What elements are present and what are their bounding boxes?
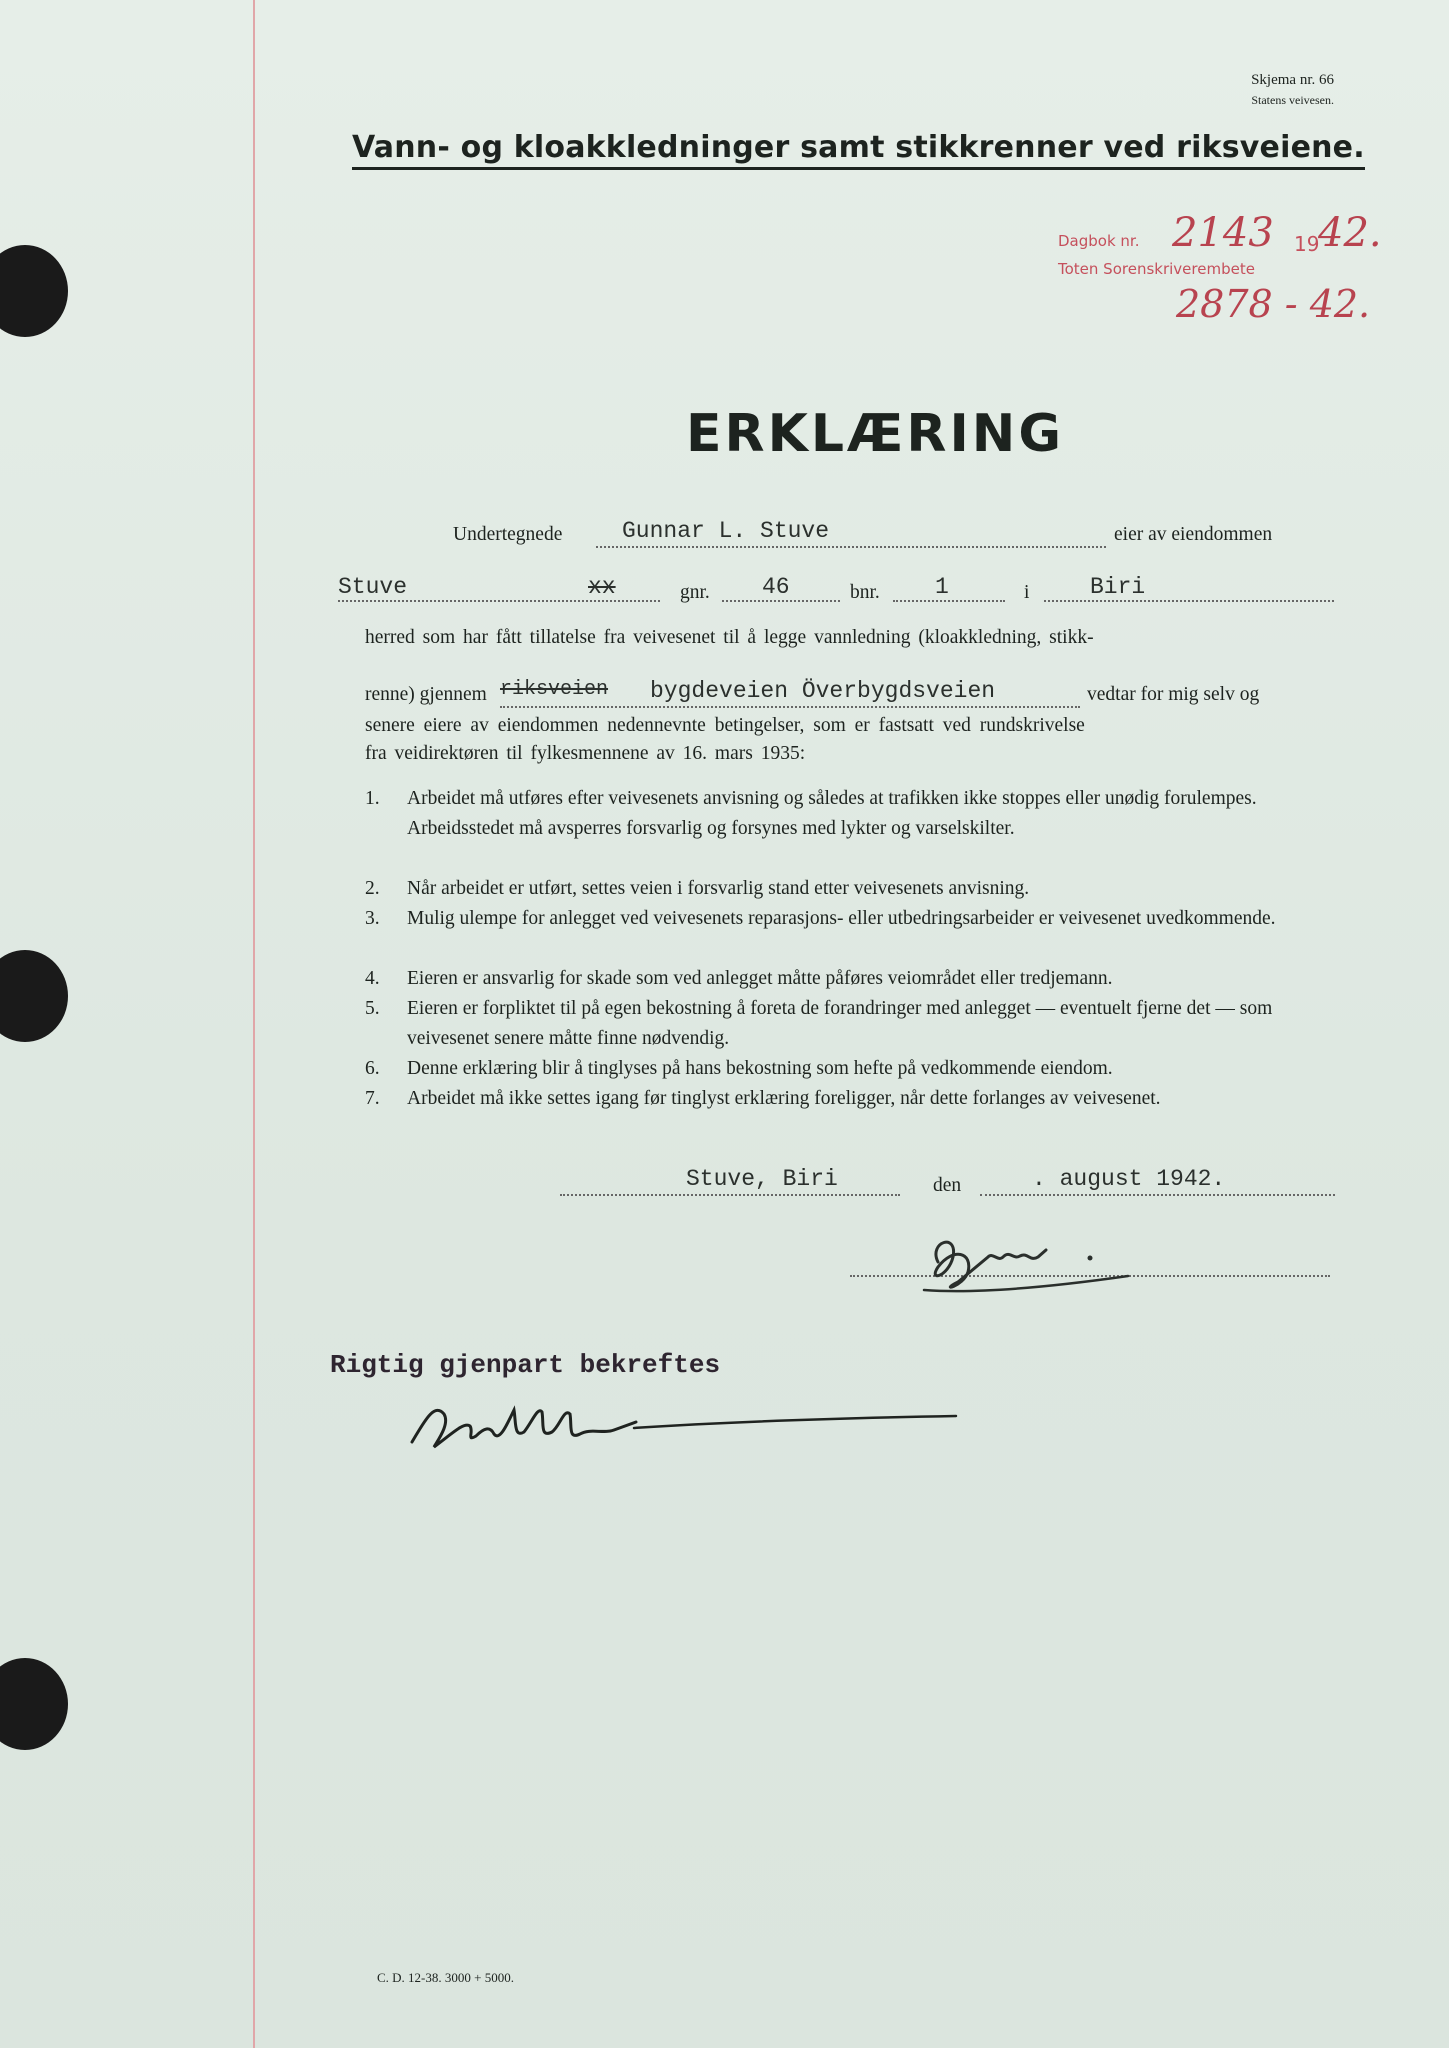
bnr-label: bnr. — [850, 582, 880, 603]
dagbok-number: 2143 — [1172, 210, 1274, 256]
circular-line: fra veidirektøren til fylkesmennene av 16. mars 1935: — [365, 743, 806, 764]
location-value: Biri — [1090, 574, 1146, 600]
owner-signature — [918, 1222, 1138, 1297]
clause-text: Eieren er forpliktet til på egen bekostning å foreta de forandringer med anlegget — eventuelt fjerne det — som veivesenet senere måtte finne nødvendig. — [407, 998, 1273, 1049]
gnr-dotline — [722, 600, 840, 602]
form-number-text: Skjema nr. 66 — [1251, 72, 1334, 88]
clause-text: Arbeidet må ikke settes igang før tinglyst erklæring foreligger, når dette forlanges av veivesenet. — [407, 1088, 1161, 1109]
stamp-reference: 2878 - 42. — [1176, 282, 1371, 326]
date-place: Stuve, Biri — [686, 1166, 838, 1192]
form-issuer: Statens veivesen. — [1251, 93, 1334, 107]
dagbok-label: Dagbok nr. — [1058, 232, 1140, 250]
form-heading: Vann- og kloakkledninger samt stikkrenner ved riksveiene. — [352, 130, 1365, 170]
clause-7 — [365, 1084, 1335, 1114]
i-label: i — [1024, 582, 1030, 603]
den-label: den — [933, 1175, 962, 1196]
clause-number: 5. — [365, 998, 380, 1019]
clause-2 — [365, 874, 1335, 904]
date-dotline — [980, 1194, 1335, 1196]
place-dotline — [560, 1194, 900, 1196]
stamp-office: Toten Sorenskriverembete — [1058, 260, 1255, 278]
clause-1 — [365, 784, 1335, 844]
clause-3 — [365, 904, 1335, 934]
renne-value: bygdeveien Överbygdsveien — [650, 678, 996, 704]
gnr-label: gnr. — [680, 582, 710, 603]
form-number — [1251, 70, 1334, 110]
clause-number: 1. — [365, 788, 380, 809]
undertegnede-dotline — [596, 546, 1106, 548]
gnr-value: 46 — [762, 574, 790, 600]
date-value: . august 1942. — [1032, 1166, 1226, 1192]
margin-rule — [253, 0, 255, 2048]
document-title: ERKLÆRING — [686, 404, 1064, 464]
renne-tail: vedtar for mig selv og — [1087, 684, 1260, 705]
dagbok-year-suffix: 42. — [1318, 210, 1382, 256]
clause-4 — [365, 964, 1335, 994]
renne-label: renne) gjennem — [365, 684, 487, 705]
confirmation-stamp: Rigtig gjenpart bekreftes — [330, 1350, 721, 1380]
clause-5 — [365, 994, 1335, 1054]
punch-hole-bottom — [0, 1658, 68, 1750]
clause-number: 6. — [365, 1058, 380, 1079]
confirmation-signature — [404, 1392, 964, 1462]
location-dotline — [1044, 600, 1334, 602]
eier-label: eier av eiendommen — [1114, 524, 1273, 545]
renne-struck: riksveien — [500, 678, 609, 701]
clause-number: 3. — [365, 908, 380, 929]
dagbok-year-prefix: 19 — [1294, 232, 1320, 256]
permission-line: herred som har fått tillatelse fra veivesenet til å legge vannledning (kloakkledning, stikk- — [365, 627, 1094, 648]
clause-number: 7. — [365, 1088, 380, 1109]
clause-text: Når arbeidet er utført, settes veien i forsvarlig stand etter veivesenets anvisning. — [407, 878, 1030, 899]
property-dotline — [338, 600, 660, 602]
punch-hole-middle — [0, 950, 68, 1042]
clause-text: Mulig ulempe for anlegget ved veivesenets reparasjons- eller utbedringsarbeider er veivesenet uvedkommende. — [407, 908, 1276, 929]
undertegnede-label: Undertegnede — [453, 524, 563, 545]
struck-value: xx — [588, 574, 616, 600]
bnr-value: 1 — [935, 574, 949, 600]
clause-text: Arbeidet må utføres efter veivesenets anvisning og således at trafikken ikke stoppes eller unødig forulempes. Arbeidsstedet må avsperres forsvarlig og forsynes med lykter og varselskilter. — [407, 788, 1257, 839]
clause-6 — [365, 1054, 1335, 1084]
clause-text: Eieren er ansvarlig for skade som ved anlegget måtte påføres veiområdet eller tredjemann. — [407, 968, 1113, 989]
renne-dotline — [500, 706, 1080, 708]
bnr-dotline — [893, 600, 1005, 602]
clause-number: 2. — [365, 878, 380, 899]
punch-hole-top — [0, 245, 68, 337]
undertegnede-value: Gunnar L. Stuve — [622, 518, 830, 544]
conditions-line: senere eiere av eiendommen nedennevnte betingelser, som er fastsatt ved rundskrivelse — [365, 715, 1085, 736]
clause-text: Denne erklæring blir å tinglyses på hans bekostning som hefte på vedkommende eiendom. — [407, 1058, 1113, 1079]
property-value: Stuve — [338, 574, 408, 600]
print-code: C. D. 12-38. 3000 + 5000. — [377, 1970, 514, 1985]
clause-number: 4. — [365, 968, 380, 989]
